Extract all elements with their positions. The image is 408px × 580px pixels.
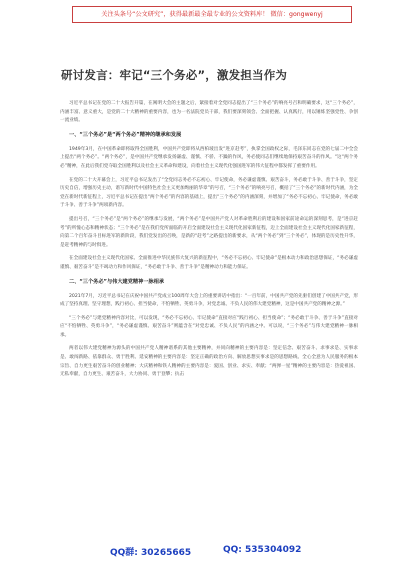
section-heading: 二、“三个务必”与伟大建党精神一脉相承 [69,278,165,285]
body-paragraph: 2021年7月，习近平总书记在庆祝中国共产党成立100周年大会上的重要讲话中指出：“一百年前，中国共产党的先驱们创建了中国共产党，形成了坚持真理、坚守理想，践行初心、担当使命，不怕牺牲、英勇斗争，对党忠诚、不负人民的伟大建党精神，这是中国共产党的精神之源。” [60,293,358,308]
footer-qq-group: QQ群: 30265665 [110,548,192,558]
footer-contacts [60,545,360,561]
body-paragraph: 1949年3月，在中国革命即将取得全国胜利，中国共产党即将从西柏坡出发“进京赶考”，执掌全国政权之际，毛泽东同志在党的七届二中全会上提出“两个务必”。“两个务必”，是中国共产党继承发扬谦虚、谨慎、不骄、不躁的作风，务必使同志们继续地保持艰苦奋斗的作风。“这“两个务必”精神，在此后我们党夺取全国胜利以及社会主义革命和建设，向着社会主义现代化强国进军的伟大征程中都发挥了重要作用。 [60,146,358,169]
body-paragraph: 在全面建设社会主义现代化国家、全面推进中华民族伟大复兴的新征程中，“务必不忘初心、牢记使命”是根本动力和政治思想保证，“务必谦虚谨慎、艰苦奋斗”是不竭动力和作风保证，“务必敢于斗争、善于斗争”是精神动力和能力保证。 [60,256,358,270]
body-paragraph: 两者以伟大建党精神为源头的中国共产党人精神谱系的其他主要精神，并同向精神的主要内容是：坚定信念、艰苦奋斗、求事求是、实事求是、敢闯新路、依靠群众、勇于胜利。延安精神的主要内容是：坚定正确的政治方向、解放思想实事求是的思想路线、全心全意为人民服务的根本宗旨、自力更生艰苦奋斗的创业精神；大庆精神和铁人精神的主要内容是：爱国、创业、求实、奉献；“两弹一星”精神的主要内容是：热爱祖国、无私奉献，自力更生、艰苦奋斗，大力协同、勇于登攀；抗击 [60,346,358,378]
section-heading: 一、“三个务必”是“两个务必”精神的继承和发展 [69,131,182,138]
document-body [60,100,358,385]
body-paragraph: “三个务必”与建党精神内容对比，可以发现，“务必不忘初心、牢记使命”直接对应“践行初心、担当使命”；“务必敢于斗争、善于斗争”直接对应“不怕牺牲、英勇斗争”，“务必谦虚谨慎、艰苦奋斗”则蕴含在“对党忠诚、不负人民”的内涵之中。可以说，“三个务必”与伟大建党精神一脉相承。 [60,315,358,338]
body-paragraph: 习近平总书记在党的二十大报告开篇，在阐明大会的主题之后，紧接着对全党同志提出了“三个务必”的响亮号召和明确要求，这“三个务必”，内涵丰富、意义重大，是党的二十大精神的重要内容，也为一名法院党员干部，我们要深刻领会、全面把握、认真践行，用以锤炼坚强党性、争创一流业绩。 [60,101,358,124]
top-banner[interactable]: 关注头条号“公文研究”，获得最新最全最专业的公文资料库！ 微信：gongwenyj [72,6,352,23]
body-paragraph: 提出号召，“三个务必”是“两个务必”的继承与发展，“两个务必”是中国共产党人对革命胜利后的建设和国家前途命运的深刻思考，是“进京赶考”的所憧心态和精神状态；“三个务必”是在我们党所面临的开启全面建设社会主义现代化国家新征程，迈上全面建设社会主义现代化国家新征程，向第二个百年奋斗目标进军的新阶段，我们党发出的召唤，是新的“赶考”之路提出的新要求，从“两个务必”到“三个务必”，体现的是历史性升华，是赶考精神的与时俱进。 [60,216,358,248]
footer-qq: QQ: 535304092 [223,545,302,555]
document-title: 研讨发言：牢记“三个务必”，激发担当作为 [61,68,288,82]
body-paragraph: 在党的二十大开幕会上，习近平总书记发出了“全党同志务必不忘初心、牢记使命，务必谦虚谨慎、艰苦奋斗，务必敢于斗争、善于斗争，坚定历史自信，增强历史主动，谱写新时代中国特色社会主义更加绚丽的华章”的号召，“三个务必”的响亮号召，概括了“三个务必”的新时代内涵，为全党在新时代新征程上，习近平总书记在提出“两个务必”的内容的基础上，提出“三个务必”的内涵深刻，并增加了“务必不忘初心、牢记使命，务必敢于斗争、善于斗争”两项新内容。 [60,177,358,209]
